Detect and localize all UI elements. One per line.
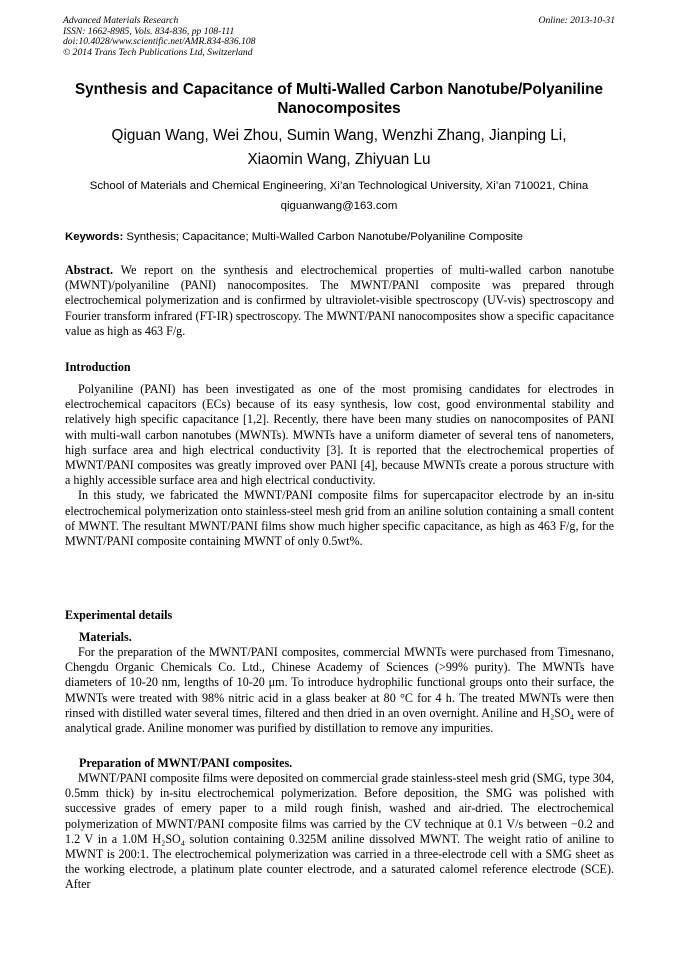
doi-line: doi:10.4028/www.scientific.net/AMR.834-836.108 — [63, 36, 256, 48]
paper-title — [55, 80, 623, 118]
authors-line-2: Xiaomin Wang, Zhiyuan Lu — [247, 150, 431, 168]
materials-paragraph: For the preparation of the MWNT/PANI composites, commercial MWNTs were purchased from Timesnano, Chengdu Organic Chemicals Co. Ltd., Chinese Academy of Sciences (>99% purity). The MWNTs have diameters of 10-20 nm, lengths of 10-20 μm. To introduce hydrophilic functional groups onto their surface, the MWNTs were treated with 98% nitric acid in a glass beaker at 80 °C for 4 h. The treated MWNTs were then rinsed with distilled water several times, filtered and then dried in an oven overnight. Aniline and H₂SO₄ were of analytical grade. Aniline monomer was purified by distillation to remove any impurities. — [65, 645, 614, 736]
experimental-heading: Experimental details — [65, 608, 173, 622]
keywords-label: Keywords: — [65, 231, 124, 243]
journal-header — [63, 16, 615, 58]
abstract-text: We report on the synthesis and electrochemical properties of multi-walled carbon nanotube (MWNT)/polyaniline (PANI) nanocomposites. The MWNT/PANI composite was prepared through electrochemical polymerization and is confirmed by ultraviolet-visible spectroscopy (UV-vis) spectroscopy and Fourier transform infrared (FT-IR) spectroscopy. The MWNT/PANI nanocomposites show a specific capacitance value as high as 463 F/g. — [65, 263, 614, 338]
materials-heading: Materials. — [79, 630, 132, 644]
title-line-2: Nanocomposites — [277, 100, 401, 117]
preparation-paragraph: MWNT/PANI composite films were deposited on commercial grade stainless-steel mesh grid (SMG, type 304, 0.5mm thick) by in-situ electrochemical polymerization. Before deposition, the SMG was polished with successive grades of emery paper to a mild rough finish, washed and air-dried. The electrochemical polymerization of MWNT/PANI composite films was carried by the CV technique at 0.1 V/s between −0.2 and 1.2 V in a 1.0M H₂SO₄ solution containing 0.325M aniline dissolved MWNT. The weight ratio of aniline to MWNT is 200:1. The electrochemical polymerization was carried in a three-electrode cell with a SMG sheet as the working electrode, a platinum plate counter electrode, and a saturated calomel reference electrode (SCE). After — [65, 771, 614, 892]
journal-name: Advanced Materials Research — [63, 15, 179, 26]
abstract — [65, 263, 614, 339]
title-line-1: Synthesis and Capacitance of Multi-Walled Carbon Nanotube/Polyaniline — [74, 81, 604, 98]
authors-line-1: Qiguan Wang, Wei Zhou, Sumin Wang, Wenzhi Zhang, Jianping Li, — [111, 127, 567, 144]
intro-paragraph-2: In this study, we fabricated the MWNT/PANI composite films for supercapacitor electrode by an in-situ electrochemical polymerization onto stainless-steel mesh grid from an aniline solution containing a small content of MWNT. The resultant MWNT/PANI films show much higher specific capacitance, as high as 463 F/g, for the MWNT/PANI composite containing MWNT of only 0.5wt%. — [65, 488, 614, 549]
online-date: Online: 2013-10-31 — [538, 15, 615, 26]
abstract-label: Abstract. — [65, 263, 114, 277]
materials-body — [65, 645, 614, 736]
introduction-heading: Introduction — [65, 360, 131, 374]
email: qiguanwang@163.com — [280, 200, 398, 212]
keywords-text: Synthesis; Capacitance; Multi-Walled Carbon Nanotube/Polyaniline Composite — [126, 231, 523, 243]
intro-paragraph-1: Polyaniline (PANI) has been investigated as one of the most promising candidates for electrodes in electrochemical capacitors (ECs) because of its easy synthesis, low cost, good environmental stability and relatively high specific capacitance [1,2]. Recently, there have been many studies on nanocomposites of PANI with multi-wall carbon nanotubes (MWNTs). MWNTs have a uniform diameter of several tens of nanometers, high surface area and high electrical conductivity [3]. It is reported that the electrochemical properties of MWNT/PANI composites was greatly improved over PANI [4], because MWNTs create a porous structure with a highly accessible surface area and high electrical conductivity. — [65, 382, 614, 488]
author-list — [55, 124, 623, 171]
introduction-body — [65, 382, 614, 549]
copyright-line: © 2014 Trans Tech Publications Ltd, Switzerland — [63, 46, 253, 58]
affiliation-block — [55, 176, 623, 216]
preparation-heading: Preparation of MWNT/PANI composites. — [79, 756, 293, 770]
preparation-body — [65, 771, 614, 893]
issn-line: ISSN: 1662-8985, Vols. 834-836, pp 108-111 — [63, 25, 235, 37]
affiliation: School of Materials and Chemical Engineering, Xi’an Technological University, Xi’an 710021, China — [89, 180, 589, 192]
keywords — [65, 230, 615, 245]
